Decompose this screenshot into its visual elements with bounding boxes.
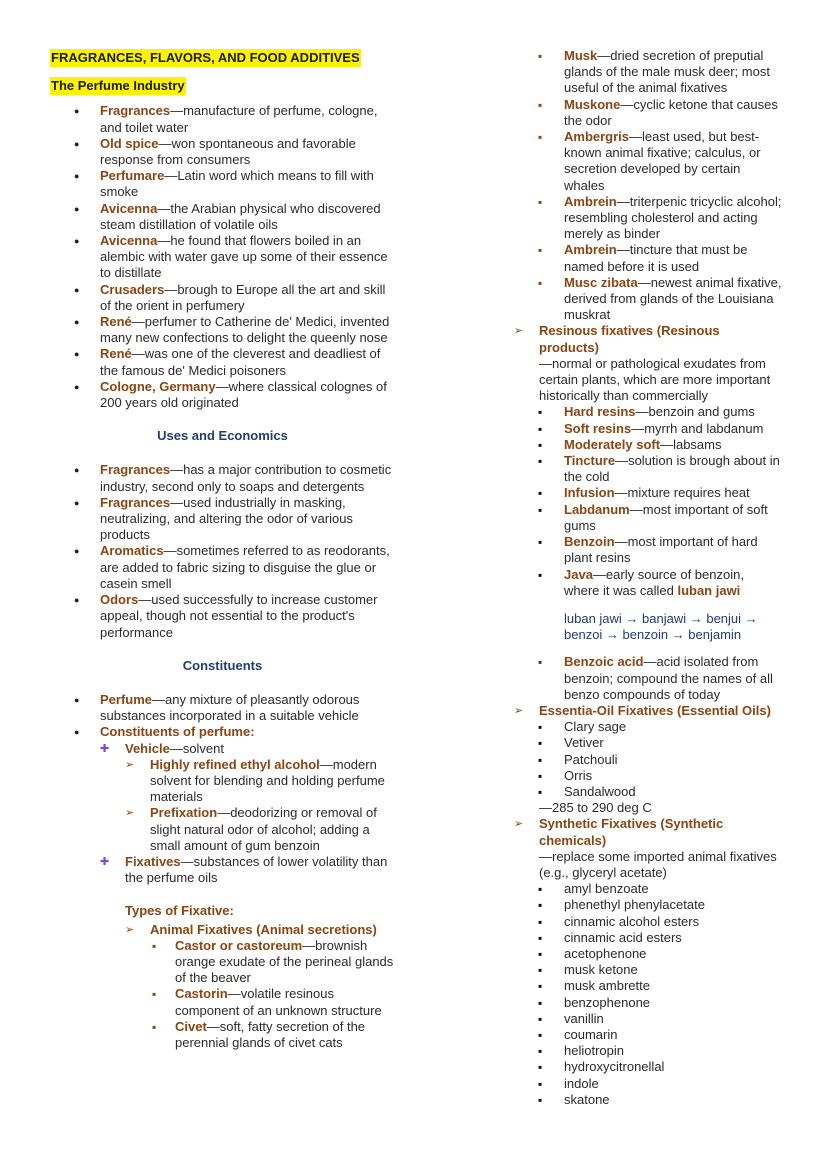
- synthetic-label: ➢ Synthetic Fixatives (Synthetic chemicals): [512, 816, 782, 848]
- list-item: ▪ Ambrein—triterpenic tricyclic alcohol; resembling cholesterol and acting merely as binder: [512, 194, 782, 243]
- list-item: ▪ Muskone—cyclic ketone that causes the odor: [512, 97, 782, 129]
- constituents-list: [50, 692, 395, 1051]
- list-item: ● Fragrances—used industrially in masking, neutralizing, and altering the odor of various products: [50, 495, 395, 544]
- list-item: ✚ Vehicle—solvent ➢ Highly refined ethyl alcohol—modern solvent for blending and holding perfume materials ➢ Prefixation—deodorizing or removal of slight natural odor of alcohol; adding a small amount of gum benzoin: [100, 741, 395, 854]
- list-item: ▪ Benzoic acid—acid isolated from benzoin; compound the names of all benzo compounds of today: [512, 654, 782, 703]
- list-item: ▪ Clary sage: [512, 719, 782, 735]
- synthetic-desc: —replace some imported animal fixatives (e.g., glyceryl acetate): [539, 848, 777, 880]
- list-item: ● Fragrances—has a major contribution to cosmetic industry, second only to soaps and detergents: [50, 462, 395, 494]
- list-item: ● Odors—used successfully to increase customer appeal, though not essential to the product's performance: [50, 592, 395, 641]
- uses-heading: Uses and Economics: [157, 428, 288, 444]
- list-item: ▪ Tincture—solution is brough about in the cold: [512, 453, 782, 485]
- list-item: ▪ cinnamic acid esters: [512, 930, 782, 946]
- list-item: ● Fragrances—manufacture of perfume, cologne, and toilet water: [50, 103, 395, 135]
- resinous-list: [512, 404, 782, 598]
- list-item: ▪ Benzoin—most important of hard plant resins: [512, 534, 782, 566]
- benzoin-name-chain: luban jawi → banjawi → benjui → benzoi → benzoin → benjamin: [564, 610, 758, 643]
- essential-label: ➢ Essentia-Oil Fixatives (Essential Oils): [512, 703, 782, 719]
- list-item: ● Perfume—any mixture of pleasantly odorous substances incorporated in a suitable vehicle: [50, 692, 395, 724]
- animal-fixatives-continued: [512, 48, 782, 323]
- constituents-heading: Constituents: [182, 657, 263, 673]
- constituents-sublist: [100, 741, 395, 1052]
- list-item: ▪ Ambergris—least used, but best-known animal fixative; calculus, or secretion developed by certain whales: [512, 129, 782, 194]
- list-item: ✚ Fixatives—substances of lower volatility than the perfume oils Types of Fixative: ➢ Animal Fixatives (Animal secretions) ▪ Castor or castoreum—brownish orange exudate of the perineal glands of the beaver ▪ Castorin—volatile resinous component of an unknown structure ▪ Civet—soft, fatty secretion of the perennial glands of civet cats: [100, 854, 395, 1051]
- list-item: ● René—perfumer to Catherine de' Medici, invented many new confections to delight the queenly nose: [50, 314, 395, 346]
- list-item: ▪ Vetiver: [512, 735, 782, 751]
- list-item: ● Aromatics—sometimes referred to as reodorants, are added to fabric sizing to disguise the glue or casein smell: [50, 543, 395, 592]
- list-item: ▪ cinnamic alcohol esters: [512, 914, 782, 930]
- list-item: ● Cologne, Germany—where classical colognes of 200 years old originated: [50, 379, 395, 411]
- list-item: ➢ Prefixation—deodorizing or removal of slight natural odor of alcohol; adding a small amount of gum benzoin: [125, 805, 395, 854]
- list-item: ● Perfumare—Latin word which means to fill with smoke: [50, 168, 395, 200]
- list-item: ● Constituents of perfume: ✚ Vehicle—solvent ➢ Highly refined ethyl alcohol—modern solvent for blending and holding perfume materials ➢ Prefixation—deodorizing or removal of slight natural odor of alcohol; adding a small amount of gum benzoin ✚ Fixatives—substances of lower volatility than the perfume oils Types of Fixative: ➢ Animal Fixatives (Animal secretions) ▪ Castor or castoreum—brownish orange exudate of the perineal glands of the beaver ▪ Castorin—volatile resinous component of an unknown structure ▪ Civet—soft, fatty secretion of the perennial glands of civet cats: [50, 724, 395, 1051]
- animal-fixatives-list: [150, 938, 395, 1051]
- list-item: ▪ Sandalwood: [512, 784, 782, 800]
- list-item: ▪ Musk—dried secretion of preputial glands of the male musk deer; most useful of the animal fixatives: [512, 48, 782, 97]
- list-item: ▪ Labdanum—most important of soft gums: [512, 502, 782, 534]
- list-item: ▪ musk ketone: [512, 962, 782, 978]
- list-item: ● Avicenna—he found that flowers boiled in an alembic with water gave up some of their essence to distillate: [50, 233, 395, 282]
- list-item: ▪ hydroxycitronellal: [512, 1059, 782, 1075]
- list-item: ● Avicenna—the Arabian physical who discovered steam distillation of volatile oils: [50, 201, 395, 233]
- list-item: ▪ vanillin: [512, 1011, 782, 1027]
- list-item: ▪ Java—early source of benzoin, where it was called luban jawi: [512, 567, 782, 599]
- list-item: ▪ coumarin: [512, 1027, 782, 1043]
- essential-note: —285 to 290 deg C: [539, 800, 652, 816]
- right-column: [512, 48, 782, 1108]
- list-item: ▪ Civet—soft, fatty secretion of the perennial glands of civet cats: [150, 1019, 395, 1051]
- vehicle-list: [125, 757, 395, 854]
- section-subtitle: The Perfume Industry: [51, 78, 185, 94]
- essential-list: [512, 719, 782, 800]
- list-item: ▪ Infusion—mixture requires heat: [512, 485, 782, 501]
- resinous-desc: —normal or pathological exudates from certain plants, which are more important historically than commercially: [539, 355, 771, 404]
- list-item: ▪ musk ambrette: [512, 978, 782, 994]
- uses-list: [50, 462, 395, 640]
- list-item: ▪ heliotropin: [512, 1043, 782, 1059]
- left-column: [50, 48, 395, 1051]
- document-title: FRAGRANCES, FLAVORS, AND FOOD ADDITIVES: [51, 50, 360, 65]
- benzoic-list: [512, 654, 782, 703]
- list-item: ▪ Patchouli: [512, 752, 782, 768]
- list-item: ▪ benzophenone: [512, 995, 782, 1011]
- list-item: ➢ Animal Fixatives (Animal secretions) ▪ Castor or castoreum—brownish orange exudate of the perineal glands of the beaver ▪ Castorin—volatile resinous component of an unknown structure ▪ Civet—soft, fatty secretion of the perennial glands of civet cats: [125, 922, 395, 1052]
- list-item: ● Old spice—won spontaneous and favorable response from consumers: [50, 136, 395, 168]
- list-item: ▪ indole: [512, 1076, 782, 1092]
- list-item: ▪ amyl benzoate: [512, 881, 782, 897]
- list-item: ▪ acetophenone: [512, 946, 782, 962]
- list-item: ▪ Musc zibata—newest animal fixative, derived from glands of the Louisiana muskrat: [512, 275, 782, 324]
- list-item: ▪ skatone: [512, 1092, 782, 1108]
- intro-list: [50, 103, 395, 411]
- fixative-types-list: [125, 922, 395, 1052]
- list-item: ▪ Castorin—volatile resinous component of an unknown structure: [150, 986, 395, 1018]
- list-item: ▪ Moderately soft—labsams: [512, 437, 782, 453]
- list-item: ▪ Hard resins—benzoin and gums: [512, 404, 782, 420]
- list-item: ● Crusaders—brough to Europe all the art and skill of the orient in perfumery: [50, 282, 395, 314]
- list-item: ● René—was one of the cleverest and deadliest of the famous de' Medici poisoners: [50, 346, 395, 378]
- resinous-label: ➢ Resinous fixatives (Resinous products): [512, 323, 782, 355]
- synthetic-list: [512, 881, 782, 1108]
- types-label: Types of Fixative:: [125, 903, 234, 919]
- list-item: ▪ Castor or castoreum—brownish orange exudate of the perineal glands of the beaver: [150, 938, 395, 987]
- list-item: ▪ Ambrein—tincture that must be named before it is used: [512, 242, 782, 274]
- list-item: ▪ phenethyl phenylacetate: [512, 897, 782, 913]
- list-item: ➢ Highly refined ethyl alcohol—modern solvent for blending and holding perfume materials: [125, 757, 395, 806]
- list-item: ▪ Orris: [512, 768, 782, 784]
- list-item: ▪ Soft resins—myrrh and labdanum: [512, 421, 782, 437]
